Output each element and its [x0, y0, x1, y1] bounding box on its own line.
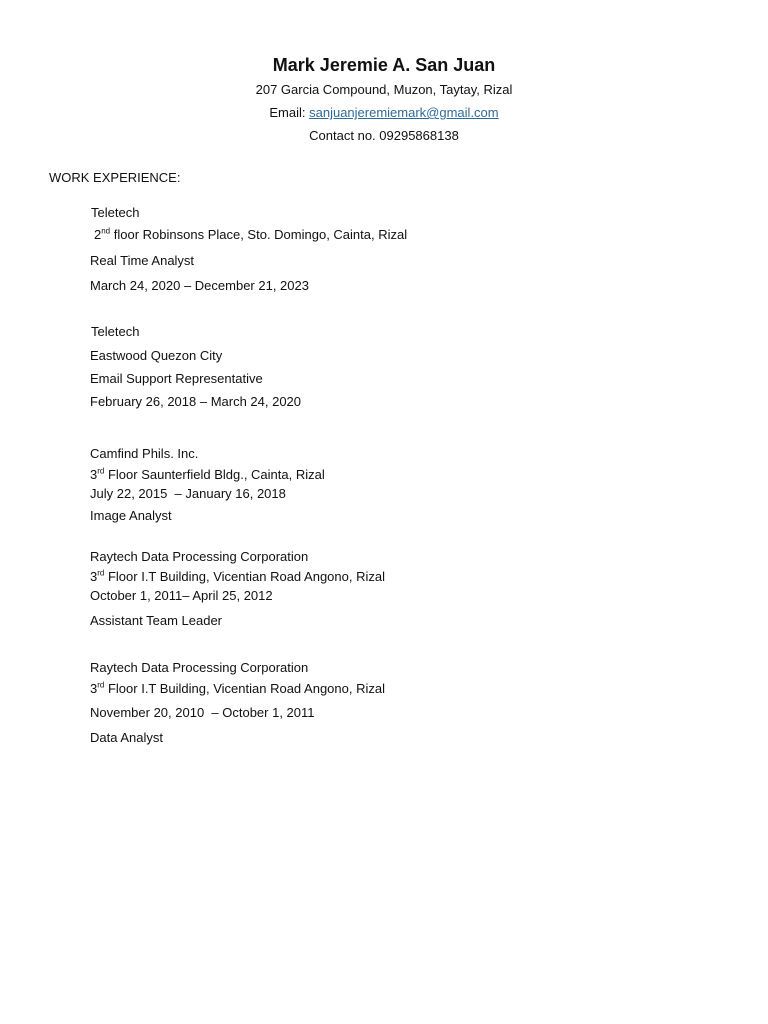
email-label: Email: [269, 105, 310, 120]
job-4-position: Assistant Team Leader [90, 613, 222, 628]
candidate-name: Mark Jeremie A. San Juan [272, 55, 496, 75]
job-5-address: 3rd Floor I.T Building, Vicentian Road Angono, Rizal [90, 680, 385, 696]
job-5-position: Data Analyst [90, 730, 163, 745]
job-1-position: Real Time Analyst [90, 253, 195, 268]
job-1-address: 2nd floor Robinsons Place, Sto. Domingo, Cainta, Rizal [94, 226, 408, 242]
job-5-company: Raytech Data Processing Corporation [90, 660, 309, 675]
candidate-email-line [0, 105, 768, 120]
job-3-dates: July 22, 2015 – January 16, 2018 [90, 486, 286, 501]
candidate-contact: Contact no. 09295868138 [309, 128, 459, 143]
candidate-address: 207 Garcia Compound, Muzon, Taytay, Rizal [255, 82, 513, 97]
job-3-address: 3rd Floor Saunterfield Bldg., Cainta, Rizal [90, 466, 325, 482]
job-3-position: Image Analyst [90, 508, 172, 523]
job-2-address: Eastwood Quezon City [90, 348, 223, 363]
job-1-dates: March 24, 2020 – December 21, 2023 [90, 278, 309, 293]
section-title-work-experience: WORK EXPERIENCE: [49, 170, 181, 185]
job-5-dates: November 20, 2010 – October 1, 2011 [90, 705, 315, 720]
job-1-company: Teletech [91, 205, 140, 220]
job-3-company: Camfind Phils. Inc. [90, 446, 199, 461]
email-link[interactable]: sanjuanjeremiemark@gmail.com [309, 105, 499, 120]
job-2-company: Teletech [91, 324, 140, 339]
job-2-position: Email Support Representative [90, 371, 263, 386]
job-4-address: 3rd Floor I.T Building, Vicentian Road Angono, Rizal [90, 568, 385, 584]
job-4-company: Raytech Data Processing Corporation [90, 549, 309, 564]
job-2-dates: February 26, 2018 – March 24, 2020 [90, 394, 302, 409]
job-4-dates: October 1, 2011– April 25, 2012 [90, 588, 273, 603]
